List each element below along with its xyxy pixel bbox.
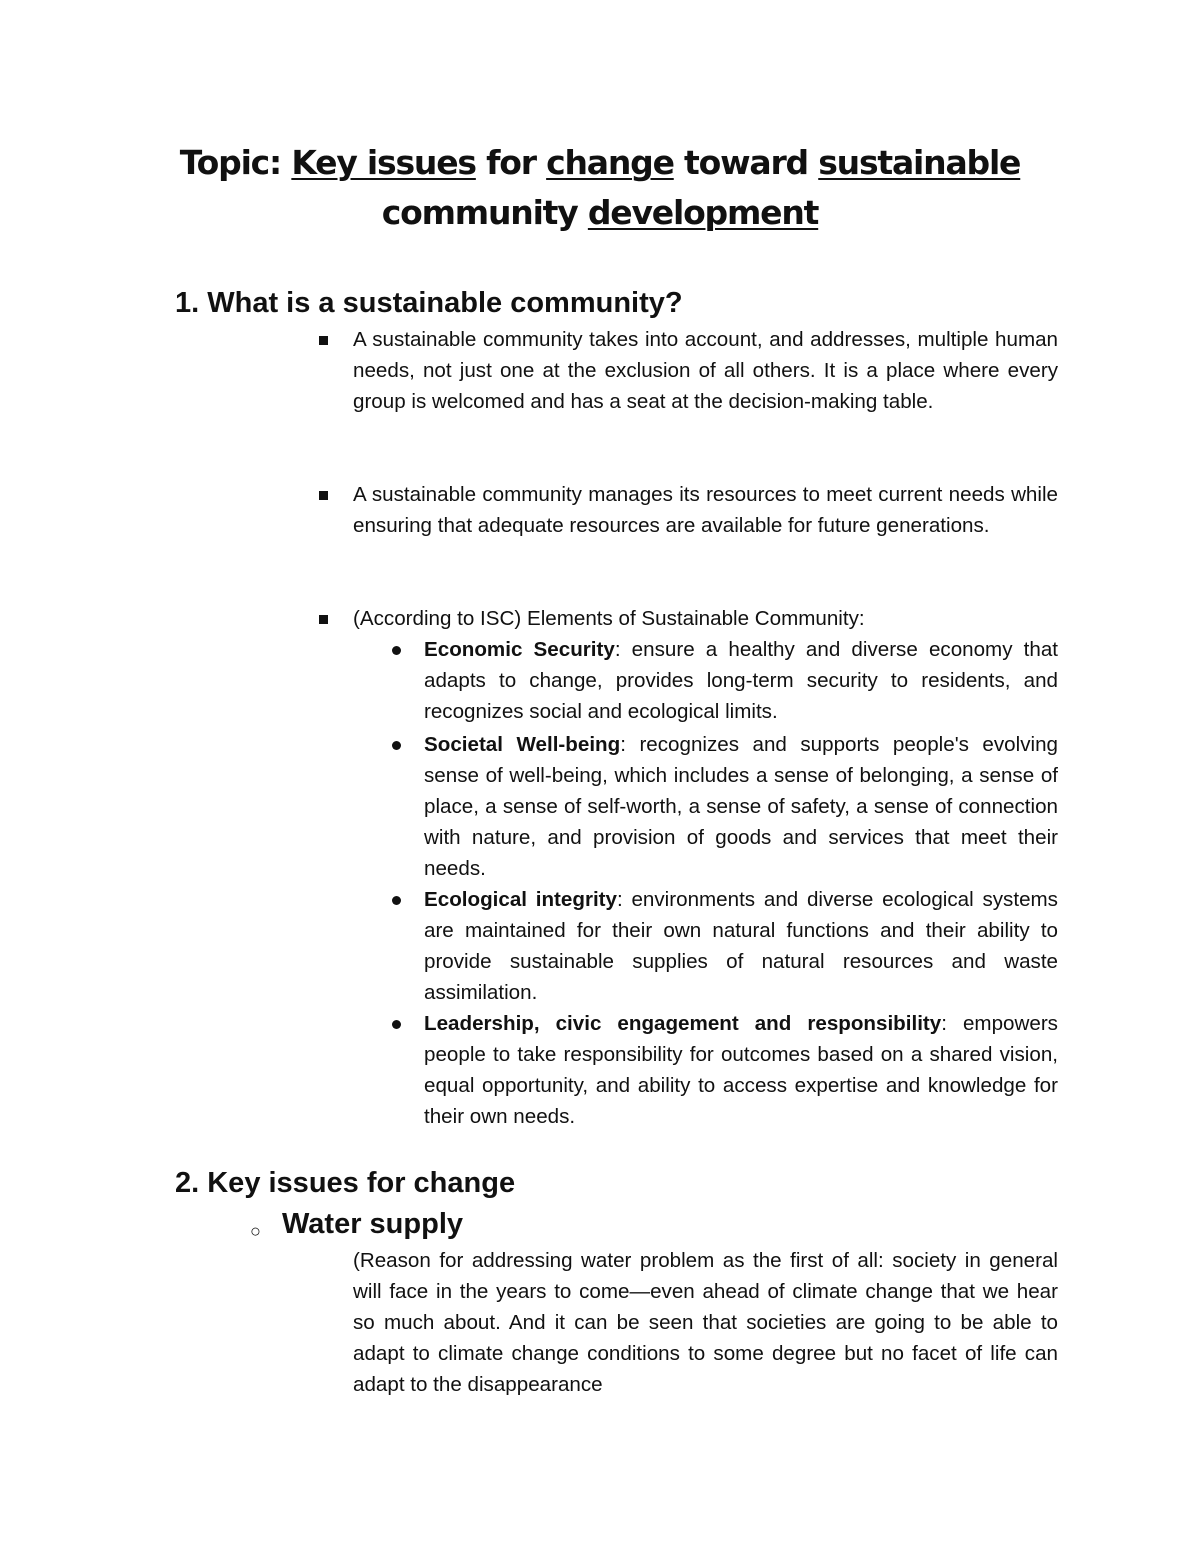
element-text: : ensure a healthy and diverse economy that adapts to change, provides long-term security to residents, and recognizes social and ecological limits. — [424, 638, 1058, 723]
square-bullet-icon — [319, 491, 328, 500]
subsection-water-supply: Water supply — [282, 1208, 464, 1240]
title-key-issues: Key issues — [291, 143, 476, 182]
round-bullet-icon — [392, 646, 401, 655]
title-change: change — [546, 143, 674, 182]
element-term: Leadership, civic engagement and responsibility — [424, 1012, 942, 1035]
element-leadership — [424, 1008, 1058, 1132]
bullet-paragraph-1: A sustainable community takes into account, and addresses, multiple human needs, not just one at the exclusion of all others. It is a place where every group is welcomed and has a seat at the decision-making table. — [353, 328, 1058, 413]
round-bullet-icon — [392, 1020, 401, 1029]
element-term: Economic Security — [424, 638, 615, 661]
round-bullet-icon — [392, 741, 401, 750]
element-text: : recognizes and supports people's evolving sense of well-being, which includes a sense of belonging, a sense of place, a sense of self-worth, a sense of safety, a sense of connection with nature, and provision of goods and services that meet their needs. — [424, 733, 1058, 880]
element-term: Societal Well-being — [424, 733, 621, 756]
element-societal-well-being — [424, 729, 1058, 884]
element-economic-security — [424, 634, 1058, 727]
title-toward: toward — [673, 143, 819, 182]
element-text: : empowers people to take responsibility for outcomes based on a shared vision, equal opportunity, and ability to access expertise and knowledge for their own needs. — [424, 1012, 1058, 1128]
element-text: : environments and diverse ecological systems are maintained for their own natural functions and their ability to provide sustainable supplies of natural resources and waste assimilation. — [424, 888, 1058, 1004]
round-bullet-icon — [392, 896, 401, 905]
hollow-circle-bullet-icon: ○ — [250, 1221, 261, 1241]
bullet-paragraph-3: (According to ISC) Elements of Sustainable Community: — [353, 607, 865, 630]
page-title — [0, 138, 1200, 238]
section-2-heading: 2. Key issues for change — [175, 1167, 516, 1199]
title-prefix: Topic: — [179, 143, 292, 182]
title-for: for — [475, 143, 547, 182]
bullet-paragraph-2: A sustainable community manages its resources to meet current needs while ensuring that adequate resources are available for future generations. — [353, 483, 1058, 537]
title-community: community — [381, 193, 588, 232]
title-sustainable: sustainable — [818, 143, 1021, 182]
section-1-heading: 1. What is a sustainable community? — [175, 287, 683, 319]
element-term: Ecological integrity — [424, 888, 617, 911]
element-ecological-integrity — [424, 884, 1058, 1008]
square-bullet-icon — [319, 336, 328, 345]
title-line-2 — [0, 188, 1200, 238]
square-bullet-icon — [319, 615, 328, 624]
water-supply-paragraph: (Reason for addressing water problem as the first of all: society in general will face in the years to come—even ahead of climate change that we hear so much about. And it can be seen that societies are going to be able to adapt to climate change conditions to some degree but no facet of life can adapt to the disappearance — [353, 1249, 1058, 1396]
title-line-1 — [0, 138, 1200, 188]
title-development: development — [587, 193, 819, 232]
